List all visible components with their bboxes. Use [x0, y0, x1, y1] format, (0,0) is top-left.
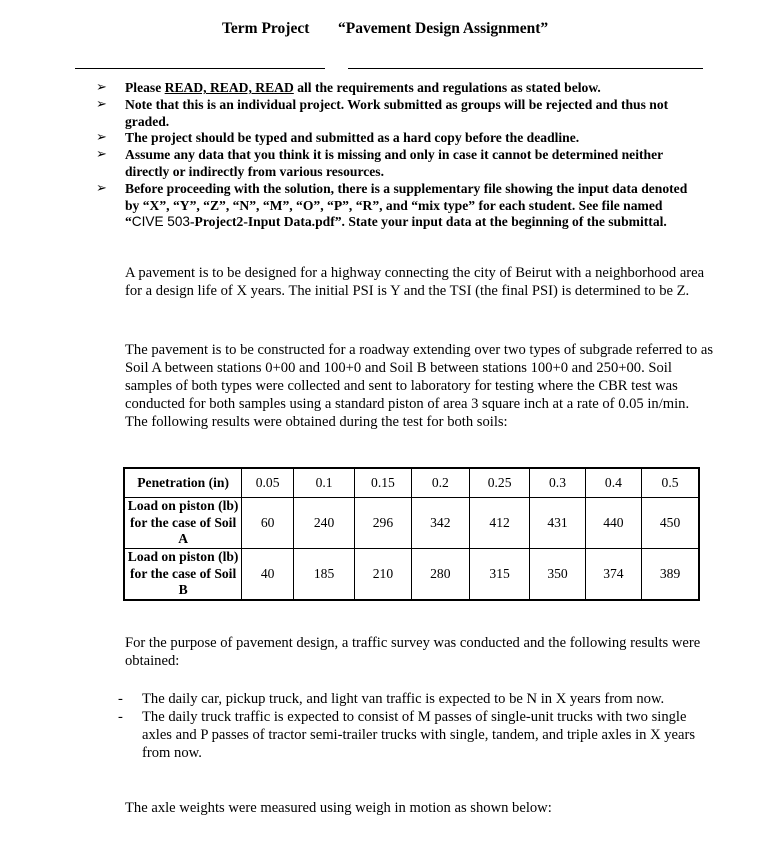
table-cell: 0.25: [469, 468, 529, 498]
requirement-item: ➢ Please READ, READ, READ all the requirements and regulations as stated below.: [96, 80, 601, 95]
table-cell: 0.3: [530, 468, 585, 498]
read-emphasis: READ, READ, READ: [164, 80, 294, 95]
requirement-item: ➢ Before proceeding with the solution, there is a supplementary file showing the input data denoted by “X”, “Y”, “Z”, “N”, “M”, “O”, “P”, “R”, and “mix type” for each student. See file named “CIVE 503-Project2-Input Data.pdf”. State your input data at the beginning of the submittal.: [96, 180, 688, 230]
subgrade-paragraph: The pavement is to be constructed for a roadway extending over two types of subgrade referred to as Soil A between stations 0+00 and 100+0 and Soil B between stations 100+0 and 250+00. Soil samples of both types were collected and sent to laboratory for testing where the CBR test was conducted for both samples using a standard piston of area 3 square inch at a rate of 0.05 in/min. The following results were obtained during the test for both soils:: [125, 342, 713, 430]
design-life-paragraph: A pavement is to be designed for a highway connecting the city of Beirut with a neighborhood area for a design life of X years. The initial PSI is Y and the TSI (the final PSI) is determined to be Z.: [125, 265, 705, 299]
table-cell: 240: [294, 498, 355, 549]
table-cell: 0.15: [355, 468, 412, 498]
table-cell: 210: [355, 549, 412, 601]
file-name: CIVE 503: [131, 214, 190, 230]
dash-bullet: -: [118, 691, 123, 707]
header-rule-right: [348, 68, 703, 69]
table-cell: 412: [469, 498, 529, 549]
arrow-bullet-icon: ➢: [96, 180, 107, 196]
table-cell: 374: [585, 549, 641, 601]
table-cell: 450: [642, 498, 699, 549]
table-cell: 431: [530, 498, 585, 549]
list-item: - The daily car, pickup truck, and light van traffic is expected to be N in X years from now.: [118, 691, 665, 707]
traffic-list: [118, 690, 718, 762]
table-cell: 0.5: [642, 468, 699, 498]
requirement-item: ➢ Note that this is an individual project. Work submitted as groups will be rejected and thus not graded.: [96, 96, 669, 129]
axle-weights-paragraph: The axle weights were measured using weigh in motion as shown below:: [125, 800, 552, 816]
header-rule-left: [75, 68, 325, 69]
table-cell: 0.4: [585, 468, 641, 498]
table-cell: 0.1: [294, 468, 355, 498]
table-row: [124, 549, 699, 601]
table-cell: 315: [469, 549, 529, 601]
row-header: Penetration (in): [124, 468, 242, 498]
arrow-bullet-icon: ➢: [96, 80, 107, 95]
table-cell: 389: [642, 549, 699, 601]
table-cell: 296: [355, 498, 412, 549]
table-row: [124, 498, 699, 549]
table-row: [124, 468, 699, 498]
traffic-survey-paragraph: For the purpose of pavement design, a traffic survey was conducted and the following results were obtained:: [125, 635, 701, 669]
list-item: - The daily truck traffic is expected to consist of M passes of single-unit trucks with two single axles and P passes of tractor semi-trailer trucks with single, tandem, and triple axles in X years from now.: [118, 709, 696, 761]
requirement-item: ➢ The project should be typed and submitted as a hard copy before the deadline.: [96, 130, 580, 146]
arrow-bullet-icon: ➢: [96, 147, 107, 163]
table-cell: 0.2: [411, 468, 469, 498]
table-cell: 40: [242, 549, 294, 601]
cbr-results-table: [123, 467, 700, 601]
row-header: Load on piston (lb) for the case of Soil A: [124, 498, 242, 549]
table-cell: 60: [242, 498, 294, 549]
arrow-bullet-icon: ➢: [96, 96, 107, 112]
header-term-project: Term Project: [222, 20, 310, 37]
row-header: Load on piston (lb) for the case of Soil B: [124, 549, 242, 601]
header-assignment-title: “Pavement Design Assignment”: [338, 20, 549, 37]
arrow-bullet-icon: ➢: [96, 130, 107, 146]
requirement-item: ➢ Assume any data that you think it is missing and only in case it cannot be determined neither directly or indirectly from various resources.: [96, 147, 663, 179]
table-cell: 0.05: [242, 468, 294, 498]
table-cell: 185: [294, 549, 355, 601]
table-cell: 280: [411, 549, 469, 601]
table-cell: 440: [585, 498, 641, 549]
requirements-list: [96, 80, 696, 231]
table-cell: 350: [530, 549, 585, 601]
dash-bullet: -: [118, 709, 123, 725]
table-cell: 342: [411, 498, 469, 549]
